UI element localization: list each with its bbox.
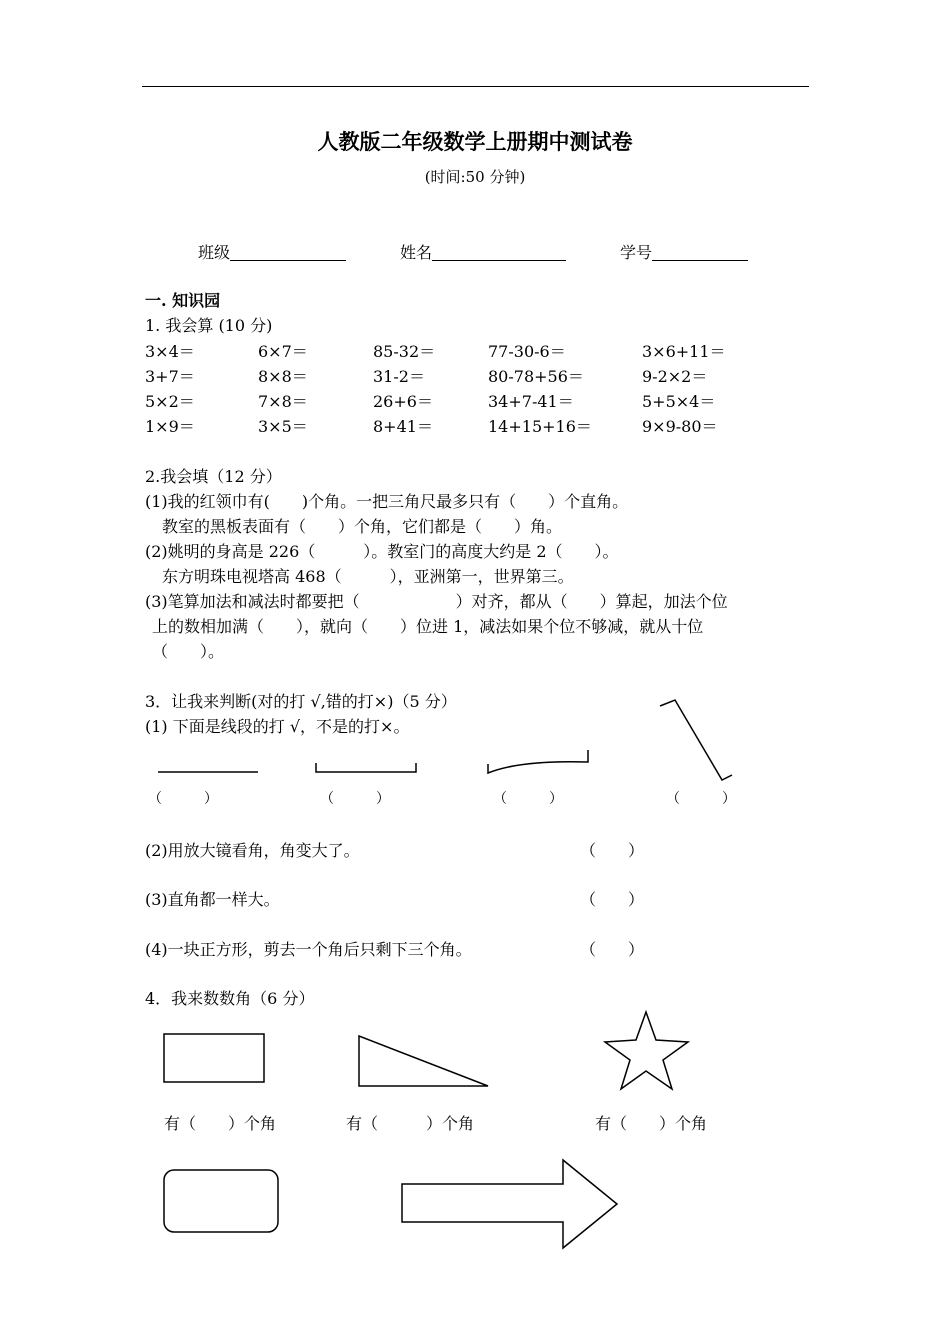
q3-sub1: (1) 下面是线段的打 √，不是的打×。 [145, 717, 410, 736]
answer-paren[interactable]: （ ） [320, 791, 390, 807]
calc-cell: 6×7＝ [258, 342, 308, 361]
answer-paren[interactable]: （ ） [666, 791, 736, 807]
calc-cell: 14+15+16＝ [488, 417, 592, 436]
q3-title: 3．让我来判断(对的打 √,错的打×)（5 分） [145, 692, 457, 711]
q4-answer[interactable]: 有（ ）个角 [346, 1114, 475, 1133]
calc-cell: 5×2＝ [145, 392, 195, 411]
rectangle-shape [164, 1034, 264, 1082]
q2-title: 2.我会填（12 分） [145, 467, 282, 486]
calc-cell: 85-32＝ [373, 342, 436, 361]
triangle-shape [359, 1036, 488, 1086]
calc-cell: 80-78+56＝ [488, 367, 584, 386]
calc-cell: 3+7＝ [145, 367, 195, 386]
calc-cell: 8×8＝ [258, 367, 308, 386]
page-title: 人教版二年级数学上册期中测试卷 [317, 129, 633, 154]
q3-item: (4)一块正方形，剪去一个角后只剩下三个角。 [145, 940, 472, 959]
calc-cell: 5+5×4＝ [642, 392, 716, 411]
page-subtitle: (时间:50 分钟) [424, 168, 526, 186]
rounded-rectangle-shape [164, 1170, 278, 1232]
bracket-figure [316, 763, 416, 772]
calc-cell: 9×9-80＝ [642, 417, 718, 436]
q4-answer[interactable]: 有（ ）个角 [595, 1114, 708, 1133]
calc-cell: 3×6+11＝ [642, 342, 726, 361]
number-label: 学号 [620, 243, 653, 262]
q4-title: 4．我来数数角（6 分） [145, 989, 315, 1008]
q4-answer[interactable]: 有（ ）个角 [164, 1114, 277, 1133]
q3-item: (2)用放大镜看角，角变大了。 [145, 841, 360, 860]
q2-line: (3)笔算加法和减法时都要把（ ）对齐，都从（ ）算起，加法个位 [145, 592, 728, 611]
calc-cell: 77-30-6＝ [488, 342, 566, 361]
section-heading: 一. 知识园 [145, 291, 221, 310]
q1-title: 1. 我会算 (10 分) [145, 316, 273, 335]
curve-figure [488, 750, 588, 773]
answer-paren[interactable]: （ ） [493, 791, 563, 807]
q2-line: (1)我的红领巾有( )个角。一把三角尺最多只有（ ）个直角。 [145, 492, 629, 511]
calc-cell: 3×4＝ [145, 342, 195, 361]
calc-cell: 31-2＝ [373, 367, 425, 386]
q2-line: 上的数相加满（ ），就向（ ）位进 1，减法如果个位不够减，就从十位 [152, 617, 704, 636]
calc-cell: 3×5＝ [258, 417, 308, 436]
answer-paren[interactable]: （ ） [148, 791, 218, 807]
name-label: 姓名 [400, 243, 433, 262]
answer-paren[interactable]: （ ） [580, 890, 645, 909]
calc-cell: 26+6＝ [373, 392, 433, 411]
calc-cell: 9-2×2＝ [642, 367, 708, 386]
q2-line: （ ）。 [152, 642, 225, 661]
q2-line: 东方明珠电视塔高 468（ ），亚洲第一，世界第三。 [162, 567, 574, 586]
answer-paren[interactable]: （ ） [580, 841, 645, 860]
star-shape [605, 1012, 688, 1089]
calc-cell: 1×9＝ [145, 417, 195, 436]
calc-cell: 34+7-41＝ [488, 392, 574, 411]
q2-line: (2)姚明的身高是 226（ ）。教室门的高度大约是 2（ ）。 [145, 542, 619, 561]
calc-cell: 7×8＝ [258, 392, 308, 411]
answer-paren[interactable]: （ ） [580, 940, 645, 959]
arrow-shape [402, 1160, 617, 1248]
class-label: 班级 [198, 243, 231, 262]
q2-line: 教室的黑板表面有（ ）个角，它们都是（ ）角。 [162, 517, 563, 536]
slant-figure [660, 700, 732, 780]
q3-item: (3)直角都一样大。 [145, 890, 280, 909]
calc-cell: 8+41＝ [373, 417, 433, 436]
